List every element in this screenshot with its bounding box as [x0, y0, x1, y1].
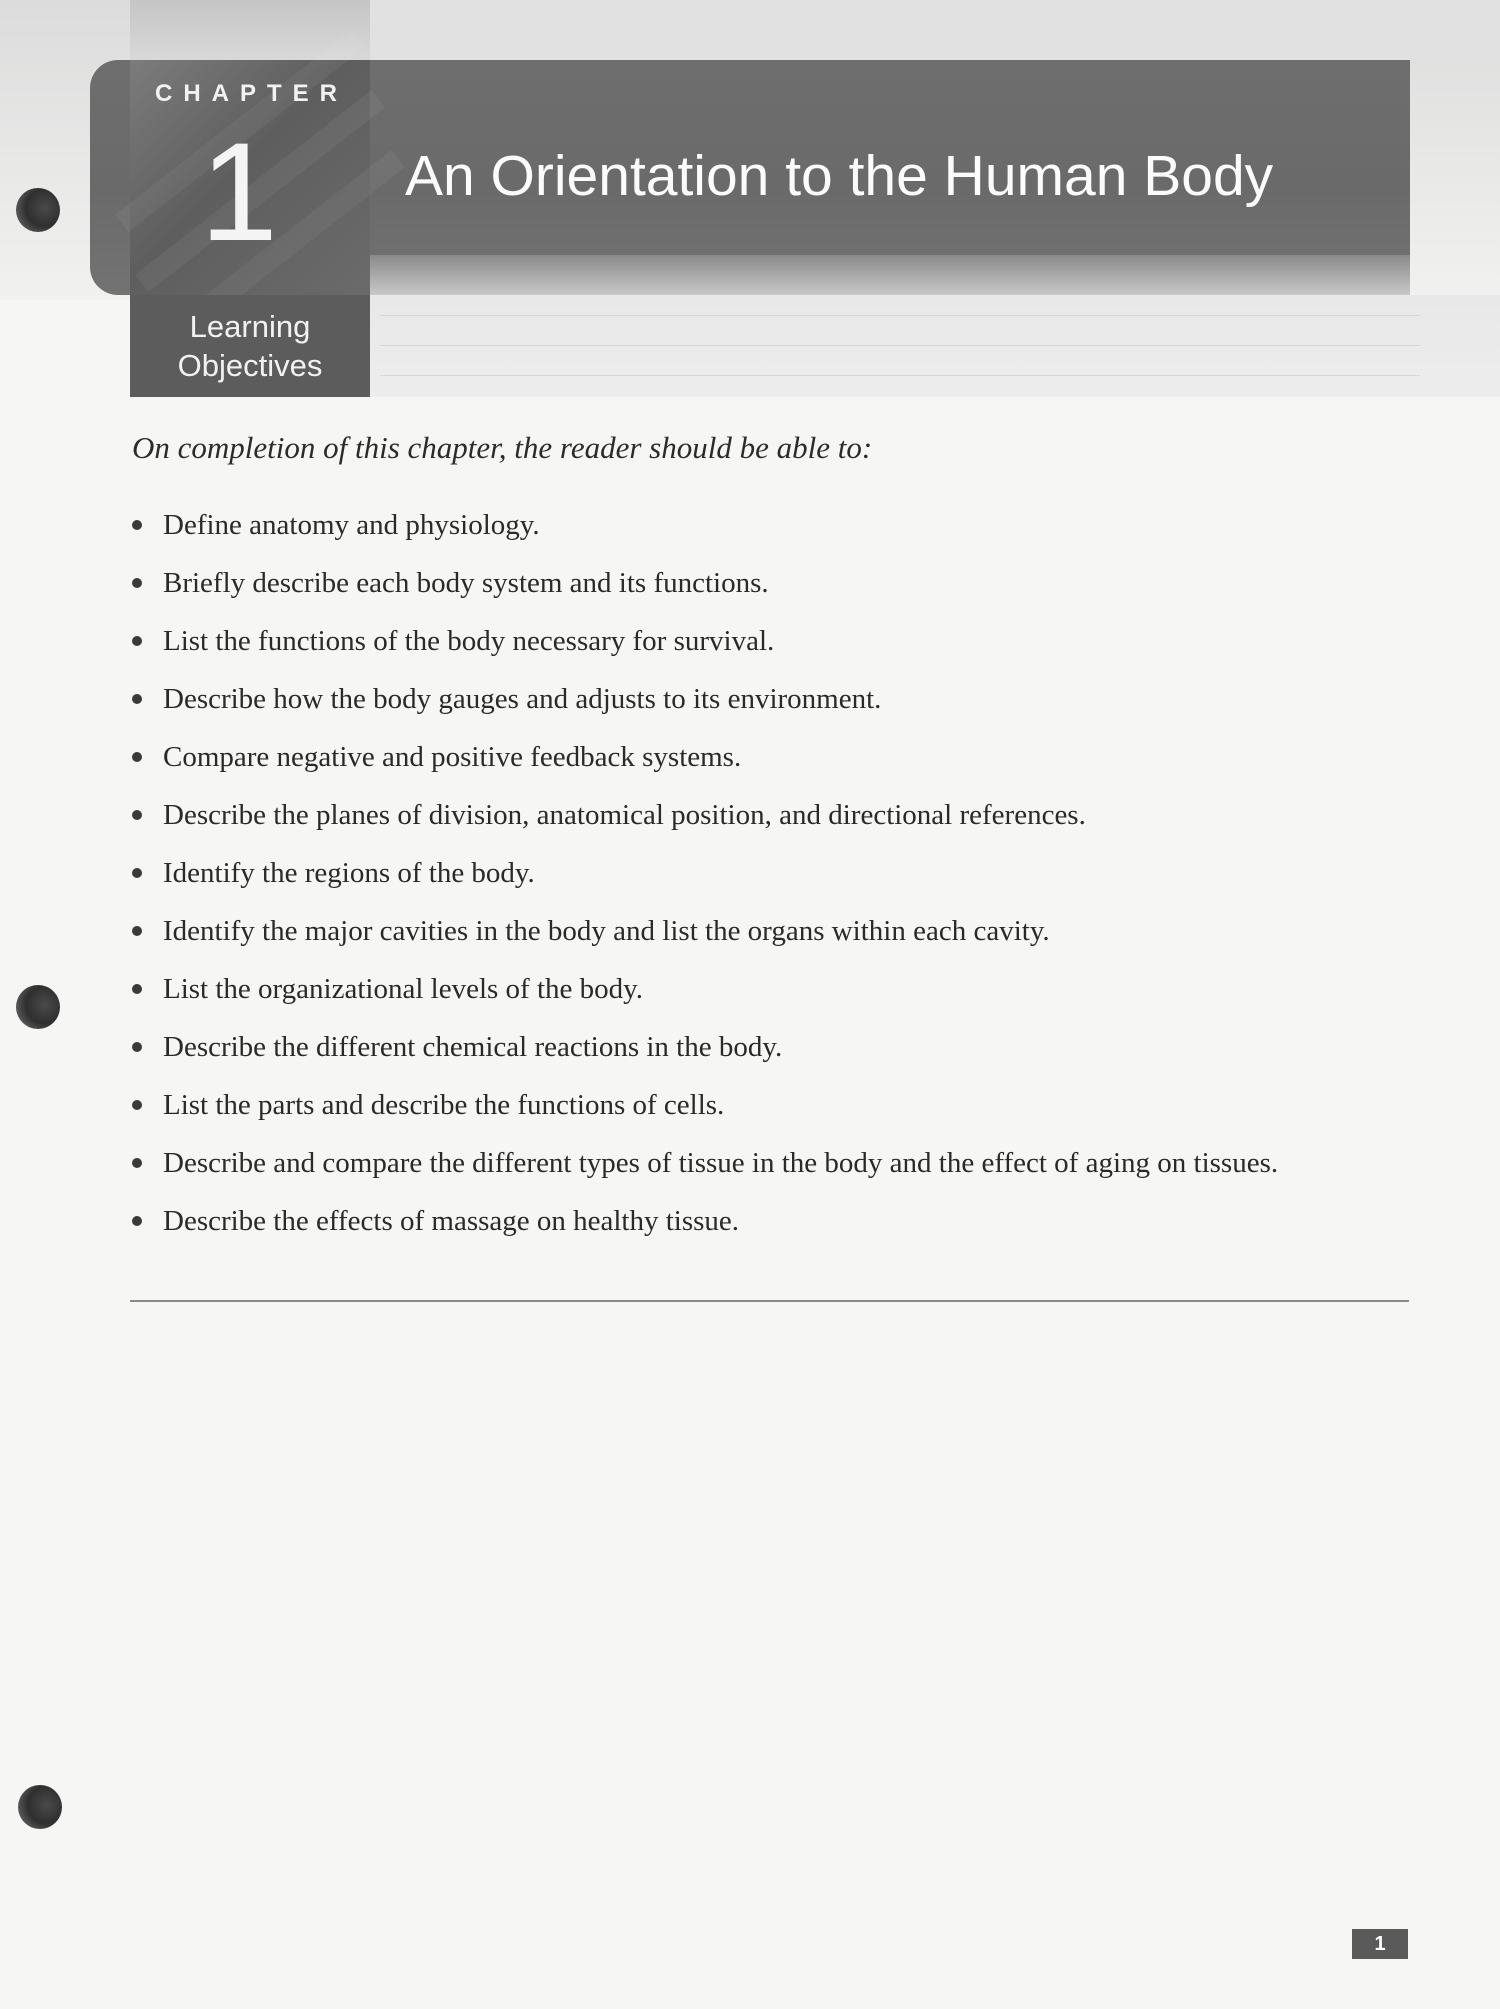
objective-item — [130, 969, 1420, 1009]
bleed-through-line — [380, 315, 1420, 316]
objective-item — [130, 679, 1420, 719]
objective-text: Describe the effects of massage on healthy tissue. — [163, 1205, 740, 1237]
objective-text: Describe how the body gauges and adjusts to its environment. — [163, 683, 882, 715]
objective-text: Identify the regions of the body. — [163, 857, 535, 889]
bullet-icon — [132, 984, 142, 994]
page-number: 1 — [1352, 1929, 1408, 1959]
objective-item — [130, 1085, 1420, 1125]
bullet-icon — [132, 636, 142, 646]
bullet-icon — [132, 520, 142, 530]
objective-item — [130, 505, 1420, 545]
chapter-title: An Orientation to the Human Body — [405, 144, 1274, 208]
objective-text: Briefly describe each body system and its functions. — [163, 567, 769, 599]
objective-item — [130, 621, 1420, 661]
punch-hole-icon — [16, 985, 60, 1029]
section-divider — [130, 1300, 1409, 1302]
objective-item — [130, 563, 1420, 603]
bullet-icon — [132, 1042, 142, 1052]
objective-text: Compare negative and positive feedback systems. — [163, 741, 742, 773]
objective-text: Describe the planes of division, anatomical position, and directional references. — [163, 799, 1086, 831]
objectives-list — [130, 505, 1420, 1259]
objective-text: List the parts and describe the functions of cells. — [163, 1089, 725, 1121]
objective-item — [130, 911, 1420, 951]
top-band-light — [370, 0, 1500, 60]
objective-item — [130, 853, 1420, 893]
chapter-number: 1 — [200, 113, 278, 270]
bullet-icon — [132, 1100, 142, 1110]
objectives-intro: On completion of this chapter, the reader should be able to: — [132, 430, 873, 465]
bullet-icon — [132, 1216, 142, 1226]
bleed-through-line — [380, 375, 1420, 376]
objective-item — [130, 795, 1420, 835]
bullet-icon — [132, 810, 142, 820]
bullet-icon — [132, 926, 142, 936]
objective-text: Describe and compare the different types of tissue in the body and the effect of aging on tissues. — [163, 1147, 1279, 1179]
objective-text: Identify the major cavities in the body and list the organs within each cavity. — [163, 915, 1050, 947]
objective-item — [130, 737, 1420, 777]
objectives-tab-line-2: Objectives — [177, 348, 323, 383]
objectives-tab-line-1: Learning — [189, 309, 311, 344]
objective-item — [130, 1143, 1420, 1183]
bullet-icon — [132, 694, 142, 704]
objective-text: List the organizational levels of the body. — [163, 973, 643, 1005]
objective-text: Define anatomy and physiology. — [163, 509, 540, 541]
header-lower-fade — [370, 255, 1410, 295]
objective-item — [130, 1027, 1420, 1067]
punch-hole-icon — [18, 1785, 62, 1829]
objective-item — [130, 1201, 1420, 1241]
objective-text: List the functions of the body necessary for survival. — [163, 625, 775, 657]
bullet-icon — [132, 578, 142, 588]
bullet-icon — [132, 1158, 142, 1168]
punch-hole-icon — [16, 188, 60, 232]
chapter-label: CHAPTER — [155, 80, 349, 107]
bleed-through-strip — [370, 295, 1500, 397]
bullet-icon — [132, 752, 142, 762]
bleed-through-line — [380, 345, 1420, 346]
objective-text: Describe the different chemical reactions in the body. — [163, 1031, 783, 1063]
bullet-icon — [132, 868, 142, 878]
learning-objectives-tab — [130, 295, 370, 397]
